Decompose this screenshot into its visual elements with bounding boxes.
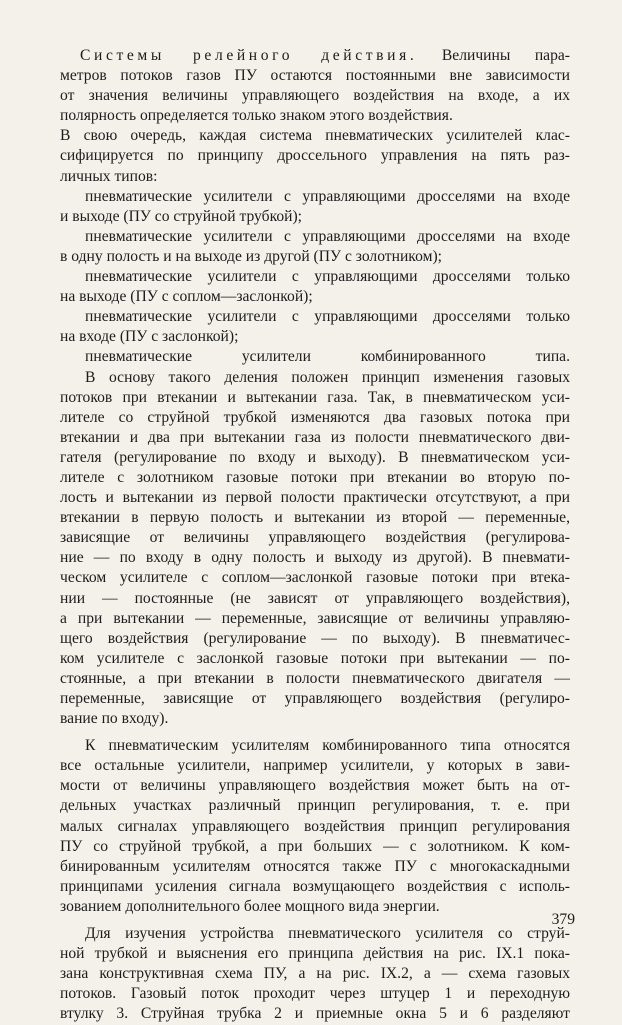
text-line: щего воздействия (регулирование — по выходу). В пневматичес- xyxy=(60,629,570,647)
text-line: втулку 3. Струйная трубка 2 и приемные окна 5 и 6 разделяют xyxy=(60,1005,570,1023)
text-line: малых сигналах управляющего воздействия принцип регулирования xyxy=(60,817,570,835)
body-text xyxy=(60,46,570,1025)
text-line: стоянные, а при втекании в полости пневматического двигателя — xyxy=(60,669,570,687)
text-line: пневматические усилители с управляющими дросселями только xyxy=(85,268,570,286)
text-line: Системы релейного действия. Величины пара- xyxy=(80,47,570,64)
text-line: Для изучения устройства пневматического усилителя со струй- xyxy=(85,925,570,943)
text-line: сифицируется по принципу дроссельного управления на пять раз- xyxy=(60,147,570,165)
text-line: принципами усиления сигнала возмущающего воздействия с исполь- xyxy=(60,877,570,895)
text-line: дельных участках различный принцип регулирования, т. е. при xyxy=(60,797,570,815)
text-line: В свою очередь, каждая система пневматических усилителей клас- xyxy=(60,127,570,145)
text-line: пневматические усилители с управляющими дросселями только xyxy=(85,308,570,326)
text-line: зованием дополнительного более мощного вида энергии. xyxy=(60,897,440,915)
text-line: В основу такого деления положен принцип изменения газовых xyxy=(85,368,570,386)
text-line: нии — постоянные (не зависят от управляющего воздействия), xyxy=(60,589,570,607)
text-line: полярность определяется только знаком этого воздействия. xyxy=(60,107,453,125)
text-line: потоков. Газовый поток проходит через штуцер 1 и переходную xyxy=(60,985,570,1003)
text-line: потоков при втекании и вытекании газа. Так, в пневматическом уси- xyxy=(60,388,570,406)
text-line: от значения величины управляющего воздействия на входе, а их xyxy=(60,87,570,105)
text-line: ком усилителе с заслонкой газовые потоки при вытекании — по- xyxy=(60,649,570,667)
text-line: зана конструктивная схема ПУ, а на рис. IX.2, а — схема газовых xyxy=(60,965,570,983)
paragraph-gap xyxy=(60,729,570,736)
text-line: втекании и два при вытекании газа из полости пневматического дви- xyxy=(60,428,570,446)
text-line: ПУ со струйной трубкой, а при больших — с золотником. К ком- xyxy=(60,837,570,855)
text-line: пневматические усилители с управляющими дросселями на входе xyxy=(85,187,570,205)
text-line: ной трубкой и выяснения его принципа действия на рис. IX.1 пока- xyxy=(60,945,570,963)
text-line: лителе с золотником газовые потоки при втекании во вторую по- xyxy=(60,468,570,486)
text-line: лителе со струйной трубкой изменяются два газовых потока при xyxy=(60,408,570,426)
text-line: втекании в первую полость и вытекании из второй — переменные, xyxy=(60,509,570,527)
text-line: переменные, зависящие от управляющего воздействия (регулиро- xyxy=(60,690,570,707)
text-line: гателя (регулирование по входу и выходу). В пневматическом уси- xyxy=(60,448,570,466)
text-line: личных типов: xyxy=(60,167,158,185)
text-line: ние — по входу в одну полость и выходу из другой). В пневмати- xyxy=(60,549,570,567)
text-line: зависящие от величины управляющего воздействия (регулирова- xyxy=(60,529,570,547)
text-line: и выходе (ПУ со струйной трубкой); xyxy=(60,207,303,225)
text-line: все остальные усилители, например усилители, у которых в зави- xyxy=(60,757,570,775)
text-line: а при вытекании — переменные, зависящие от величины управляю- xyxy=(60,609,570,627)
page-number: 379 xyxy=(551,911,575,928)
paragraph-gap xyxy=(60,917,570,924)
text-line: лость и вытекании из первой полости практически отсутствуют, а при xyxy=(60,489,570,507)
text-line: бинированным усилителям относятся также ПУ с многокаскадными xyxy=(60,857,570,875)
text-line: на выходе (ПУ с соплом—заслонкой); xyxy=(60,288,313,306)
text-line: пневматические усилители комбинированного типа. xyxy=(85,348,570,366)
text-line: вание по входу). xyxy=(60,710,169,728)
text-line: мости от величины управляющего воздействия может быть на от- xyxy=(60,777,570,795)
text-line: в одну полость и на выходе из другой (ПУ с золотником); xyxy=(60,247,442,265)
spaced-emphasis: Системы релейного действия. xyxy=(80,47,418,64)
text-line: пневматические усилители с управляющими дросселями на входе xyxy=(85,227,570,245)
text-line: метров потоков газов ПУ остаются постоянными вне зависимости xyxy=(60,67,570,85)
text-line: ческом усилителе с соплом—заслонкой газовые потоки при втека- xyxy=(60,569,570,587)
text-line: на входе (ПУ с заслонкой); xyxy=(60,328,239,346)
text-line: К пневматическим усилителям комбинированного типа относятся xyxy=(85,737,570,755)
